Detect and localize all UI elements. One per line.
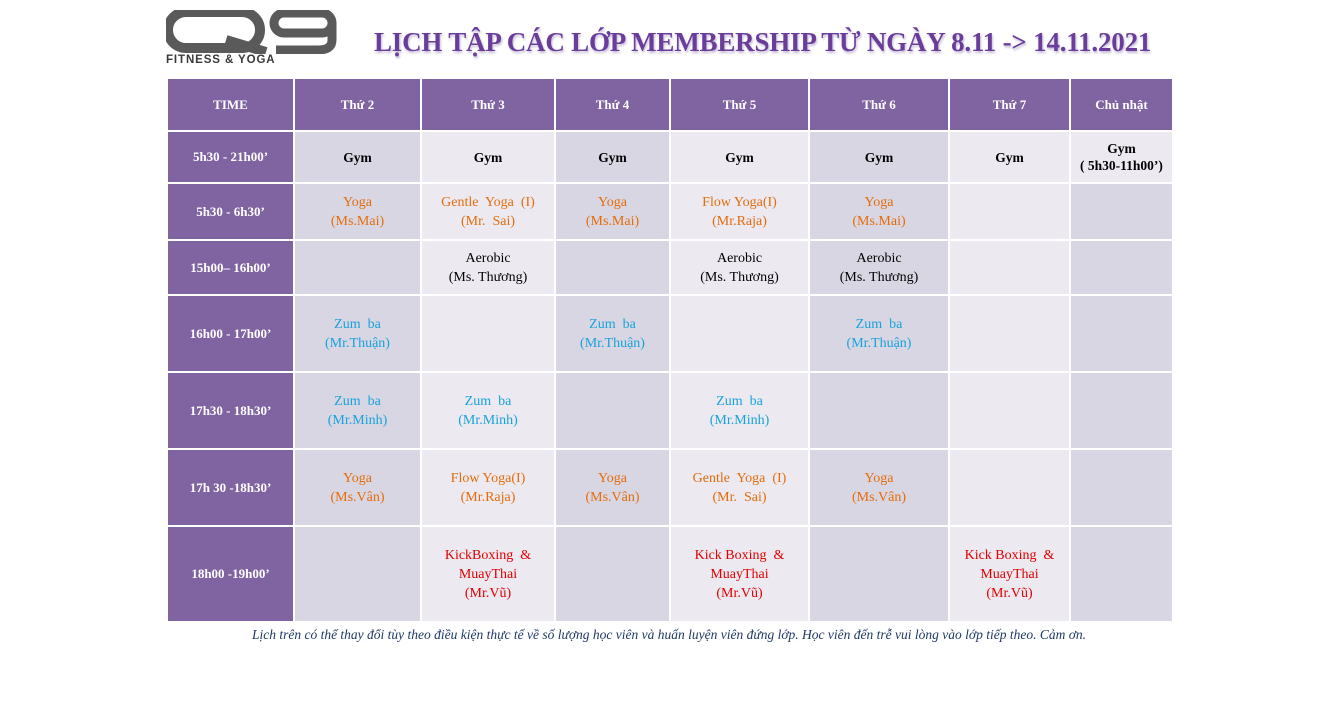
class-cell xyxy=(809,131,949,183)
class-line: (Mr.Raja) xyxy=(460,489,516,505)
class-line: (Ms.Vân) xyxy=(585,489,640,505)
table-row xyxy=(167,131,1173,183)
class-cell xyxy=(421,449,555,526)
class-cell xyxy=(555,295,670,372)
class-line: MuayThai xyxy=(980,566,1039,582)
class-cell xyxy=(670,295,809,372)
class-line: (Mr.Minh) xyxy=(709,412,770,428)
class-line: Aerobic xyxy=(465,250,511,266)
class-line: (Ms.Mai) xyxy=(330,213,385,229)
class-line: Zum ba xyxy=(589,316,636,332)
time-slot: 17h30 - 18h30’ xyxy=(167,372,294,449)
class-cell xyxy=(1070,131,1173,183)
class-line: (Mr.Vũ) xyxy=(464,585,512,601)
class-cell xyxy=(949,526,1070,622)
class-line: Yoga xyxy=(343,194,372,210)
header-day: Thứ 2 xyxy=(294,78,421,131)
class-line: (Mr.Thuận) xyxy=(580,335,645,351)
class-cell xyxy=(1070,449,1173,526)
class-line: KickBoxing & xyxy=(444,547,532,563)
q9-logo-mark xyxy=(166,10,344,54)
class-cell xyxy=(670,372,809,449)
class-cell xyxy=(555,449,670,526)
class-cell xyxy=(294,240,421,295)
q9-logo xyxy=(166,10,344,68)
class-line: ( 5h30-11h00’) xyxy=(1080,158,1163,173)
class-cell xyxy=(294,372,421,449)
class-line: Zum ba xyxy=(464,393,512,409)
time-slot: 5h30 - 6h30’ xyxy=(167,183,294,240)
time-slot: 5h30 - 21h00’ xyxy=(167,131,294,183)
class-cell xyxy=(670,131,809,183)
time-slot: 17h 30 -18h30’ xyxy=(167,449,294,526)
class-line: Zum ba xyxy=(716,393,763,409)
class-line: (Mr.Vũ) xyxy=(716,585,763,601)
class-cell xyxy=(1070,240,1173,295)
class-cell xyxy=(670,183,809,240)
table-row xyxy=(167,295,1173,372)
class-cell xyxy=(1070,183,1173,240)
table-row xyxy=(167,526,1173,622)
class-line: MuayThai xyxy=(458,566,518,582)
class-line: (Mr.Minh) xyxy=(458,412,518,428)
class-line: (Mr.Raja) xyxy=(712,213,767,229)
header-day: Thứ 7 xyxy=(949,78,1070,131)
header-day: Chủ nhật xyxy=(1070,78,1173,131)
class-cell xyxy=(555,240,670,295)
class-line: Gym xyxy=(343,149,372,165)
class-cell xyxy=(1070,526,1173,622)
class-cell xyxy=(809,295,949,372)
class-line: MuayThai xyxy=(710,566,769,582)
class-line: Gentle Yoga (I) xyxy=(441,194,535,210)
class-line: Gym xyxy=(995,149,1024,165)
class-line: Zum ba xyxy=(855,316,903,332)
class-cell xyxy=(555,526,670,622)
class-cell xyxy=(1070,372,1173,449)
class-cell xyxy=(949,183,1070,240)
class-cell xyxy=(294,295,421,372)
logo-subtitle: FITNESS & YOGA xyxy=(166,54,276,66)
class-cell xyxy=(670,526,809,622)
class-line: Zum ba xyxy=(334,316,381,332)
class-line: (Ms.Mai) xyxy=(852,213,906,229)
class-line: Zum ba xyxy=(334,393,381,409)
class-cell xyxy=(949,372,1070,449)
page-title: LỊCH TẬP CÁC LỚP MEMBERSHIP TỪ NGÀY 8.11 -> 14.11.2021 xyxy=(374,27,1152,57)
class-line: Kick Boxing & xyxy=(964,547,1055,563)
class-line: Aerobic xyxy=(856,250,902,266)
class-cell xyxy=(294,131,421,183)
class-cell xyxy=(670,240,809,295)
class-line: Yoga xyxy=(864,194,894,210)
class-cell xyxy=(294,449,421,526)
class-cell xyxy=(555,183,670,240)
class-cell xyxy=(421,295,555,372)
class-line: (Ms. Thương) xyxy=(448,269,528,285)
table-row xyxy=(167,449,1173,526)
class-cell xyxy=(421,131,555,183)
class-cell xyxy=(809,240,949,295)
class-cell xyxy=(555,372,670,449)
class-line: Yoga xyxy=(343,470,372,486)
class-cell xyxy=(670,449,809,526)
class-line: (Mr.Thuận) xyxy=(325,335,390,351)
class-line: (Mr.Thuận) xyxy=(846,335,912,351)
table-row xyxy=(167,372,1173,449)
class-line: Flow Yoga(I) xyxy=(450,470,526,486)
class-cell xyxy=(809,372,949,449)
class-cell xyxy=(949,295,1070,372)
class-line: Gentle Yoga (I) xyxy=(692,470,787,486)
class-cell xyxy=(949,449,1070,526)
class-line: Flow Yoga(I) xyxy=(702,194,777,210)
class-line: (Ms.Mai) xyxy=(585,213,640,229)
class-cell xyxy=(421,240,555,295)
class-cell xyxy=(949,240,1070,295)
footnote: Lịch trên có thể thay đổi tùy theo điều kiện thực tế về số lượng học viên và huấn luyện viên đứng lớp. Học viên đến trễ vui lòng vào lớp tiếp theo. Cảm ơn. xyxy=(251,627,1087,642)
schedule-body xyxy=(167,131,1173,622)
class-line: Gym xyxy=(598,149,627,165)
class-cell xyxy=(294,183,421,240)
class-line: Yoga xyxy=(598,470,627,486)
class-line: Gym xyxy=(1107,141,1136,156)
class-line: (Mr. Sai) xyxy=(712,489,767,505)
class-cell xyxy=(949,131,1070,183)
class-cell xyxy=(809,449,949,526)
class-cell xyxy=(294,526,421,622)
class-line: Aerobic xyxy=(716,250,763,266)
header-day: Thứ 6 xyxy=(809,78,949,131)
class-cell xyxy=(809,183,949,240)
header-time: TIME xyxy=(167,78,294,131)
class-line: (Mr. Sai) xyxy=(460,213,516,229)
class-line: (Mr.Minh) xyxy=(327,412,388,428)
time-slot: 15h00– 16h00’ xyxy=(167,240,294,295)
class-line: (Ms.Vân) xyxy=(851,489,907,505)
header-day: Thứ 4 xyxy=(555,78,670,131)
class-line: (Ms.Vân) xyxy=(330,489,385,505)
class-line: Gym xyxy=(864,149,894,165)
table-row xyxy=(167,183,1173,240)
class-cell xyxy=(1070,295,1173,372)
class-cell xyxy=(421,183,555,240)
header-day: Thứ 3 xyxy=(421,78,555,131)
table-row xyxy=(167,240,1173,295)
class-line: Yoga xyxy=(598,194,627,210)
time-slot: 16h00 - 17h00’ xyxy=(167,295,294,372)
class-line: Yoga xyxy=(864,470,894,486)
schedule-table xyxy=(166,77,1174,623)
class-line: (Mr.Vũ) xyxy=(986,585,1033,601)
time-slot: 18h00 -19h00’ xyxy=(167,526,294,622)
class-cell xyxy=(421,372,555,449)
header-day: Thứ 5 xyxy=(670,78,809,131)
class-cell xyxy=(555,131,670,183)
class-line: (Ms. Thương) xyxy=(839,269,919,285)
header-row xyxy=(167,78,1173,131)
class-cell xyxy=(421,526,555,622)
class-line: Gym xyxy=(473,149,503,165)
class-cell xyxy=(809,526,949,622)
class-line: Kick Boxing & xyxy=(694,547,785,563)
class-line: Gym xyxy=(725,149,754,165)
class-line: (Ms. Thương) xyxy=(700,269,779,285)
